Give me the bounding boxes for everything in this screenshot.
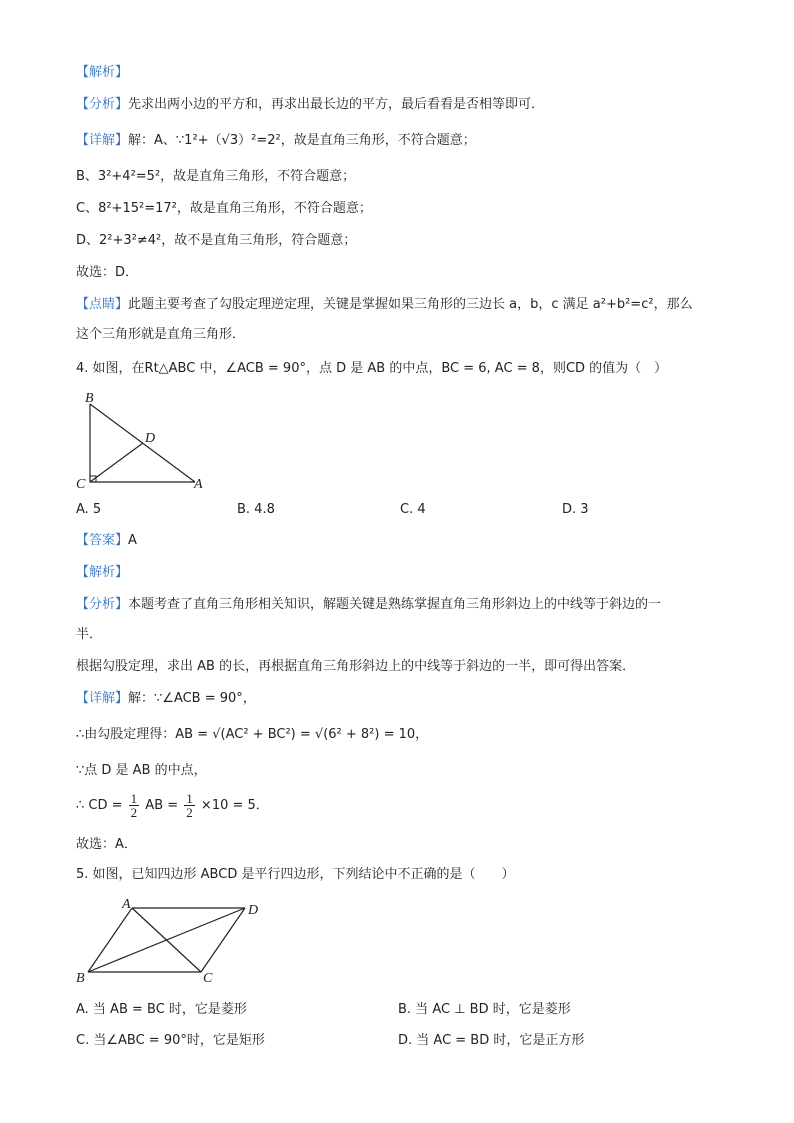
- analysis-text: 先求出两小边的平方和，再求出最长边的平方，最后看看是否相等即可．: [128, 97, 545, 112]
- detail-paragraph-2: [76, 692, 256, 705]
- detail-tag-2: 【详解】: [76, 691, 129, 706]
- right-triangle-figure: [70, 388, 220, 496]
- detail-paragraph: [76, 134, 476, 147]
- vertex-label-c-5: C: [203, 971, 213, 986]
- vertex-label-c: C: [76, 477, 86, 492]
- detail-line-b: B、3²+4²=5²，故是直角三角形，不符合题意；: [76, 169, 356, 184]
- q5-option-d: D. 当 AC = BD 时，它是正方形: [398, 1033, 585, 1048]
- fraction-numerator: 1: [130, 791, 138, 806]
- question-5-stem: 5. 如图，已知四边形 ABCD 是平行四边形，下列结论中不正确的是（ ）: [76, 867, 515, 882]
- q4-option-c: C. 4: [400, 502, 426, 517]
- detail-text: 解：A、∵1²+（√3）²=2²，故是直角三角形，不符合题意；: [128, 133, 476, 148]
- analysis-paragraph-2: [76, 598, 661, 611]
- answer-text: A: [128, 533, 137, 548]
- q4-option-b: B. 4.8: [237, 502, 275, 517]
- detail-line-c: C、8²+15²=17²，故是直角三角形，不符合题意；: [76, 201, 372, 216]
- analysis-tag: 【分析】: [76, 97, 129, 112]
- choice-line-2: 故选：A．: [76, 837, 137, 852]
- analysis-text-2b: 半．: [76, 627, 103, 642]
- cd-suffix: ×10 = 5．: [200, 798, 269, 813]
- analysis-tag-2: 【分析】: [76, 597, 129, 612]
- comment-paragraph: [76, 298, 693, 311]
- choice-line: 故选：D．: [76, 265, 139, 280]
- detail-line-d: D、2²+3²≠4²，故不是直角三角形，符合题意；: [76, 233, 357, 248]
- fraction-numerator-2: 1: [186, 791, 193, 806]
- q4-option-d: D. 3: [562, 502, 589, 517]
- comment-text-1: 此题主要考查了勾股定理逆定理，关键是掌握如果三角形的三边长 a，b，c 满足 a²+b²=c²，那么: [128, 297, 693, 312]
- fraction-one-half: [129, 792, 140, 819]
- answer-paragraph: [76, 534, 137, 547]
- q5-option-c: C. 当∠ABC = 90°时，它是矩形: [76, 1033, 265, 1048]
- detail-tag: 【详解】: [76, 133, 129, 148]
- question-4-stem: 4. 如图，在Rt△ABC 中，∠ACB = 90°，点 D 是 AB 的中点，BC = 6, AC = 8，则CD 的值为（ ）: [76, 361, 668, 376]
- analysis-text-2a: 本题考查了直角三角形相关知识，解题关键是熟练掌握直角三角形斜边上的中线等于斜边的一: [128, 597, 662, 612]
- midpoint-line: ∵点 D 是 AB 的中点，: [76, 763, 207, 778]
- vertex-label-a: A: [194, 477, 203, 492]
- vertex-label-b-5: B: [76, 971, 85, 986]
- comment-text-2: 这个三角形就是直角三角形．: [76, 327, 246, 342]
- section-heading-analysis-2: 【解析】: [76, 565, 129, 580]
- fraction-one-half-2: [184, 792, 195, 819]
- section-heading-analysis: 【解析】: [76, 65, 129, 80]
- q5-option-a: A. 当 AB = BC 时，它是菱形: [76, 1002, 247, 1017]
- detail-text-2: 解：∵∠ACB = 90°，: [128, 691, 256, 706]
- answer-tag: 【答案】: [76, 533, 129, 548]
- vertex-label-b: B: [85, 391, 94, 406]
- cd-computation-line: [76, 792, 269, 820]
- fraction-denominator-2: 2: [186, 805, 193, 820]
- fraction-denominator: 2: [130, 805, 138, 820]
- comment-tag: 【点睛】: [76, 297, 129, 312]
- vertex-label-a-5: A: [122, 897, 131, 912]
- parallelogram-figure: [70, 892, 270, 987]
- q4-option-a: A. 5: [76, 502, 102, 517]
- cd-mid: AB =: [145, 798, 179, 813]
- vertex-label-d: D: [145, 431, 156, 446]
- q5-option-b: B. 当 AC ⊥ BD 时，它是菱形: [398, 1002, 571, 1017]
- cd-prefix: ∴ CD =: [76, 798, 123, 813]
- pythagorean-line: ∴由勾股定理得：AB = √(AC² + BC²) = √(6² + 8²) = 10，: [76, 727, 429, 742]
- method-line: 根据勾股定理，求出 AB 的长，再根据直角三角形斜边上的中线等于斜边的一半，即可得出答案．: [76, 659, 636, 674]
- analysis-paragraph: [76, 98, 544, 111]
- vertex-label-d-5: D: [248, 903, 259, 918]
